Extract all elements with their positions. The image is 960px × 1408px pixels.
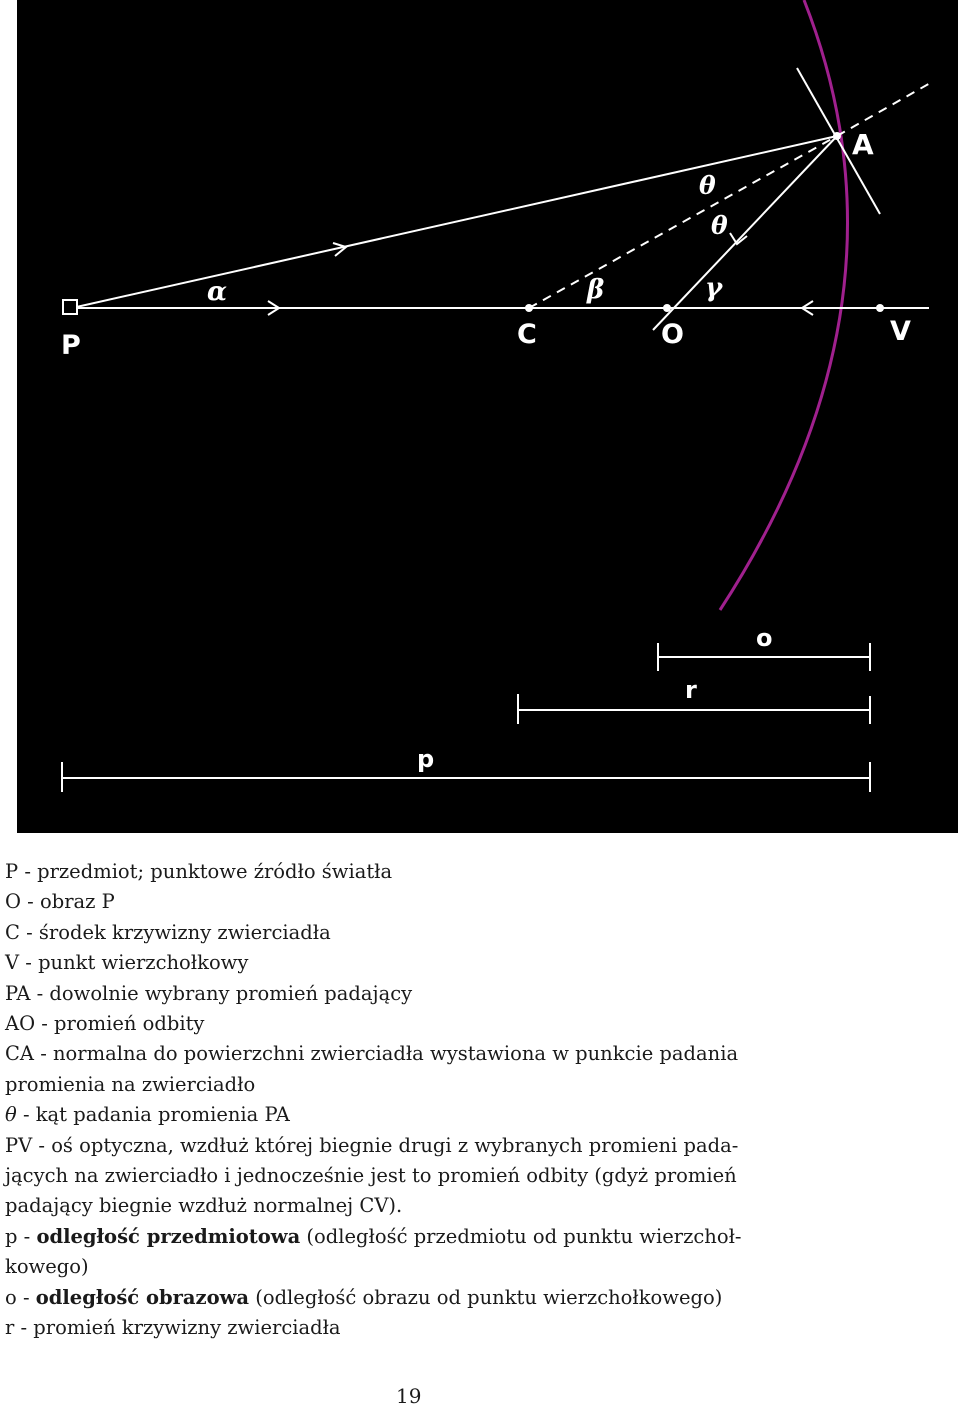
legend-text-part: (odległość przedmiotu od punktu wierzchoł- bbox=[300, 1224, 742, 1248]
label-p-distance: p bbox=[417, 745, 435, 773]
legend-line: O - obraz P bbox=[5, 890, 115, 914]
term-image-distance: odległość obrazowa bbox=[35, 1285, 250, 1309]
concave-mirror bbox=[720, 0, 848, 610]
legend-line: AO - promień odbity bbox=[5, 1012, 205, 1036]
point-o-marker bbox=[663, 304, 671, 312]
label-theta-1: θ bbox=[699, 171, 716, 200]
legend-line: jących na zwierciadło i jednocześnie jest to promień odbity (gdyż promień bbox=[5, 1164, 737, 1188]
point-v-marker bbox=[876, 304, 884, 312]
label-a: A bbox=[852, 128, 874, 161]
reflected-ray bbox=[653, 136, 837, 330]
label-gamma: γ bbox=[705, 273, 723, 303]
label-o: O bbox=[661, 319, 684, 350]
legend-line: padający biegnie wzdłuż normalnej CV). bbox=[5, 1194, 403, 1218]
page-number: 19 bbox=[396, 1384, 422, 1408]
legend-text-part: - kąt padania promienia PA bbox=[16, 1103, 290, 1127]
legend-line bbox=[5, 1283, 820, 1313]
legend-text bbox=[5, 857, 820, 1344]
legend-line: kowego) bbox=[5, 1255, 89, 1279]
point-p-marker bbox=[63, 300, 77, 314]
label-r-distance: r bbox=[685, 676, 697, 704]
label-c: C bbox=[517, 319, 537, 350]
legend-line bbox=[5, 1100, 820, 1130]
legend-line: PA - dowolnie wybrany promień padający bbox=[5, 981, 413, 1005]
diagram-svg bbox=[17, 0, 958, 833]
legend-line: C - środek krzywizny zwierciadła bbox=[5, 920, 331, 944]
label-o-distance: o bbox=[756, 624, 773, 652]
legend-line: promienia na zwierciadło bbox=[5, 1072, 256, 1096]
label-alpha: α bbox=[207, 277, 228, 307]
normal-line bbox=[529, 136, 837, 308]
label-p: P bbox=[61, 330, 81, 361]
legend-line: V - punkt wierzchołkowy bbox=[5, 951, 249, 975]
legend-line: P - przedmiot; punktowe źródło światła bbox=[5, 860, 393, 883]
point-c-marker bbox=[525, 304, 533, 312]
legend-text-part: (odległość obrazu od punktu wierzchołkowego) bbox=[249, 1285, 723, 1309]
dimension-p bbox=[62, 762, 870, 792]
legend-text-part: p - bbox=[5, 1224, 37, 1248]
label-v: V bbox=[890, 316, 911, 347]
term-object-distance: odległość przedmiotowa bbox=[36, 1224, 301, 1248]
theta-symbol: θ bbox=[5, 1103, 17, 1127]
label-beta: β bbox=[587, 275, 605, 305]
point-a-marker bbox=[833, 132, 841, 140]
legend-line bbox=[5, 1222, 820, 1252]
mirror-diagram bbox=[17, 0, 958, 833]
label-theta-2: θ bbox=[711, 211, 728, 240]
legend-line: CA - normalna do powierzchni zwierciadła wystawiona w punkcie padania bbox=[5, 1042, 739, 1066]
legend-text-part: o - bbox=[5, 1285, 36, 1309]
legend-line: r - promień krzywizny zwierciadła bbox=[5, 1316, 341, 1340]
legend-line: PV - oś optyczna, wzdłuż której biegnie drugi z wybranych promieni pada- bbox=[5, 1133, 739, 1157]
